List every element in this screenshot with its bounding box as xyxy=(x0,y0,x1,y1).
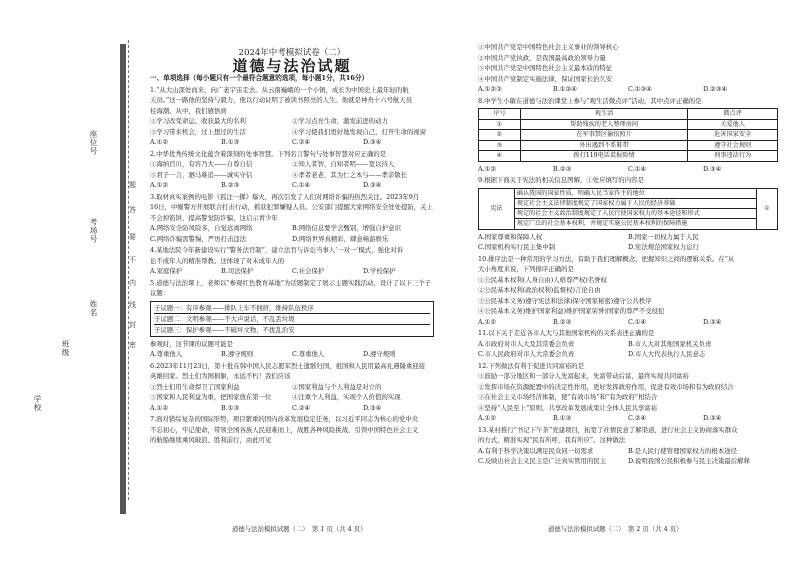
option: ①中国共产党是中国特色社会主义事业的领导核心 xyxy=(478,43,619,51)
option: ④注重个人利益，实现个人价值的实现 xyxy=(292,393,401,401)
diagram-item: 确认我国的国家性质，明确人民当家作主的地位 xyxy=(514,188,756,198)
table-header: 观生活 xyxy=(520,109,687,120)
option: ③学习带来机会，过上想过的生活 xyxy=(150,127,246,136)
answer-choice: D.市人大代表执行人民意志 xyxy=(628,350,706,359)
question xyxy=(150,245,434,277)
option: ④坚持“人民至上”原则，共享改革发展成果让全体人民共享富裕 xyxy=(478,403,658,412)
seal-char: 不 xyxy=(129,256,136,264)
topic-item: 子议题一：有序参观——排队上车不拥挤，维持队伍秩序 xyxy=(154,303,430,314)
answer-choice: D.③④ xyxy=(703,164,722,173)
answer-choice: A.有利于科学决策以满足民众同一切需求 xyxy=(478,446,594,455)
question-list xyxy=(150,85,434,299)
question-stem: 4.某地法院今年新建设实行“警务法官制”，建立法官与诉讼当事人‘一对一’模式，强化对诉 xyxy=(150,246,404,254)
question-stem: 10.排序法是一种常用的学习方法，有助于我们理解概念、把握知识之间的逻辑关系。在“从 xyxy=(478,254,735,263)
section-heading: 一、单项选择（每小题只有一个最符合题意的选项，每小题1分，共16分） xyxy=(150,74,369,82)
table-cell: 遵守社会规则 xyxy=(688,140,778,151)
question-stem: 11.以下关于走近各市人大与其他国家机构的关系表述正确的是 xyxy=(478,329,655,338)
footer-page-one: 道德与法治模拟试题（二） 第 1 页（共 4 页） xyxy=(232,525,367,533)
question xyxy=(150,85,434,148)
answer-choice: B.①③ xyxy=(221,138,240,146)
answer-choice: B.②③ xyxy=(553,317,572,326)
option-grid xyxy=(150,116,434,137)
observation-table xyxy=(478,108,778,162)
question-stem: 桂海潮。从中，我们感悟到 xyxy=(150,106,227,115)
question-stem: 参观时，这节课的议题可能是 xyxy=(150,339,234,348)
question-stem: 大小角度来说，下列排序正确的是 xyxy=(478,265,574,274)
answer-choice: B.遵守规则 xyxy=(221,350,254,358)
answer-choice: C.尊重他人 xyxy=(292,350,325,358)
answer-choice: D.学校保护 xyxy=(363,267,396,275)
answer-choice: B.①③ xyxy=(553,414,572,423)
option: ①鼓励一部分地区和一部分人先富起来，先富带动后富，最终实现共同富裕 xyxy=(478,372,689,381)
answer-choice: A.①②③ xyxy=(478,85,502,93)
answer-row xyxy=(478,84,778,95)
table-header: 微点评 xyxy=(688,109,778,120)
question-stem: 6.2023年11月23日，第十批在韩中国人民志愿军烈士遗骸归国，祖国和人民用最高礼遇隆重迎接 xyxy=(150,361,426,370)
option: ①公民基本权利(人身自由)人格尊严权)名誉权 xyxy=(478,275,607,284)
question xyxy=(150,414,434,446)
option: ③公民基本义务)遵守宪法和法律)保守国家秘密)遵守公共秩序 xyxy=(478,296,652,305)
question-stem: 5.道德与法治课上，老师以“参观红色教育基地”为话题制定了展示主题实践活动，设计了以下三个子 xyxy=(150,278,432,287)
question xyxy=(150,339,434,360)
table-row xyxy=(479,140,778,151)
diagram-label: 宪法 xyxy=(479,188,515,229)
option: ②公民基本权利(政治权利)监督权)言论自由 xyxy=(478,286,601,295)
diagram-item: 规定的社会主义政治制度规定了人民行使国家权力的基本途径和形式 xyxy=(514,209,756,219)
question xyxy=(150,278,434,299)
seal-char: 密 xyxy=(129,341,136,349)
option: ④孝者老老，其为仁之本与——孝亲敬长 xyxy=(292,170,408,179)
topic-box xyxy=(150,301,434,337)
answer-row xyxy=(150,349,434,360)
answer-choice: C.市人民政府对市人大常委会负责 xyxy=(478,350,575,359)
answer-choice: C.社会保护 xyxy=(292,267,325,275)
question-stem: 8.中学生小敏在道德与法治课堂上参与“观生活微点评”活动，其中点评正确的是 xyxy=(478,96,702,105)
option: ①烈士们用生命捍卫了国家利益 xyxy=(150,382,240,391)
binding-bar xyxy=(120,44,126,514)
option: A.网络安全防风险多，自觉远离网络 xyxy=(150,224,253,232)
exam-title: 2024年中考模拟试卷（二） xyxy=(238,48,346,58)
answer-row xyxy=(478,317,778,328)
seal-char: 题 xyxy=(129,181,136,189)
table-header: 序号 xyxy=(479,109,521,120)
answer-row xyxy=(478,446,778,467)
seal-char: 线 xyxy=(129,301,136,309)
answer-choice: A.尊重他人 xyxy=(150,350,183,358)
option: ②知人者智，自知者明——宽以待人 xyxy=(292,160,395,168)
school-label: 学校 xyxy=(33,395,42,412)
answer-row xyxy=(478,413,778,424)
binding-margin xyxy=(0,0,140,563)
answer-choice: C.②④ xyxy=(292,403,311,412)
answer-choice: D.③④ xyxy=(363,138,382,146)
question-stem: 3.取材真实案例的电影《孤注一掷》爆火，再次引发了人们对网络诈骗的热烈关注。2023年9月 xyxy=(150,192,420,201)
answer-row xyxy=(150,403,434,414)
table-cell: 外出遇到不系鞋带 xyxy=(520,140,687,151)
page-two xyxy=(478,42,778,467)
option: ③在社会主义市场经济体制，使“有效市场”和“有为政府”相结合 xyxy=(478,393,658,402)
table-cell: 帮助残疾的老人整理房间 xyxy=(520,119,687,130)
seat-number-label: 座位号 xyxy=(89,130,98,156)
answer-choice: A.①② xyxy=(478,414,497,423)
option: ①海纳百川，有容乃大——自尊自信 xyxy=(150,160,253,168)
option: ②学习点亮生命，激发前进的动力 xyxy=(292,117,388,125)
table-cell: ③ xyxy=(479,140,521,151)
question-stem: 7.面对错综复杂的国际形势，项目繁重的国内改革发展稳定任务，以习近平同志为核心的党中央 xyxy=(150,415,419,423)
answer-row xyxy=(478,339,778,360)
answer-choice: B.①②④ xyxy=(553,85,577,93)
answer-choice: A.市政府对市人大及其常委会负责 xyxy=(478,339,575,348)
table-cell: 危害国家安全 xyxy=(688,130,778,141)
answer-choice: A.家庭保护 xyxy=(150,267,183,275)
option-grid xyxy=(150,382,434,403)
question-stem: 英雄回家。烈士们为国捐躯，永远不朽！我们应该 xyxy=(150,372,291,380)
answer-choice: B.是人民行使管理国家权力的根本途径 xyxy=(628,446,737,455)
topic-item: 子议题三：保护参观——不破坏文物，不扰乱治安 xyxy=(154,325,295,334)
answer-choice: B.市人大对其他国家机关负责 xyxy=(628,339,712,348)
answer-choice: A.①② xyxy=(150,403,169,412)
question xyxy=(150,361,434,414)
answer-row xyxy=(150,266,434,277)
exam-room-label: 考场号 xyxy=(89,218,98,244)
diagram-item: 规定社会主义法律制度规定了国家权力属于人民的经济基础 xyxy=(514,198,756,208)
answer-choice: D.说明我国公民积极参与民主决策最后解释 xyxy=(628,457,750,466)
answer-row xyxy=(478,232,778,253)
answer-choice: D.宪法规范国家权力运行 xyxy=(628,243,699,252)
option: ④公民基本义务)维护国家利益)维护国家荣誉)国家的尊严不受侵犯 xyxy=(478,307,665,316)
question-stem: 16日，中缅警方开展联合打击行动，抓获犯罪嫌疑人员。公安部门提醒大家网络安全处处提防，关上 xyxy=(150,203,433,211)
question-stem: 讼不成年人的精准帮教。这体现了对未成年人的 xyxy=(150,256,285,265)
answer-choice: B.①③ xyxy=(221,403,240,412)
seal-char: 封 xyxy=(129,321,136,329)
answer-choice: A.国家尊重和保障人权 xyxy=(478,232,543,241)
option: ③君子一言，驷马难追——诚实守信 xyxy=(150,170,253,179)
class-label: 班级 xyxy=(61,340,70,357)
question-stem: 2.中华优秀传统文化蕴含着深刻的处事智慧。下列名言警句与处事智慧对应正确的是 xyxy=(150,149,387,158)
answer-choice: C.①④ xyxy=(628,317,647,326)
answer-row xyxy=(478,164,778,175)
answer-choice: A.①② xyxy=(150,138,169,146)
answer-choice: C.②④ xyxy=(628,414,647,423)
subject-title: 道德与法治试题 xyxy=(232,56,352,75)
answer-choice: D.③④ xyxy=(363,181,382,189)
option: C.网络诈骗需警惕，严厉打击违法 xyxy=(150,234,247,243)
option: ②国家利益与个人利益是对立的 xyxy=(292,382,382,391)
page-one xyxy=(150,42,434,446)
answer-choice: B.国家一切权力属于人民 xyxy=(628,232,699,241)
answer-choice: D.③④ xyxy=(703,317,722,326)
question-stem: 9.根据下面关于宪法的相关信息图解，①处应填写的内容是 xyxy=(478,176,644,184)
topic-item: 子议题二：文明参观——不大声说话，不乱丢垃圾 xyxy=(154,314,430,325)
option: ③中国共产党是中国特色社会主义最本质的特征 xyxy=(478,64,613,72)
seal-char: 答 xyxy=(129,206,136,214)
table-row xyxy=(479,151,778,162)
constitution-diagram xyxy=(478,188,778,230)
answer-choice: A.①② xyxy=(478,317,497,326)
question-stem: 的方式，精准实现“民有所呼，我有所应”。这种做法 xyxy=(478,436,626,445)
question-list xyxy=(150,339,434,446)
option: ②发挥市场在资源配置中的决定性作用，更好发挥政府作用，促进有效市场和有为政府结合 xyxy=(478,382,734,391)
option-grid xyxy=(150,159,434,180)
answer-choice: D.②③④ xyxy=(703,85,728,93)
option: ②中国共产党执政，是我国最高政治领导力量 xyxy=(478,53,606,62)
question-stem: 天员。”这一路他的坚持与毅力，他以行动证明了被读书照亮的人生。他就是神舟十六号航天员 xyxy=(150,96,413,104)
answer-choice: B.②③ xyxy=(221,181,240,189)
question-stem: 1.“从大山深处而来，向广袤宇宙走去。从云南巍峨的一个小镇，成长为中国史上最年轻的航 xyxy=(150,85,409,94)
table-cell: 在军事禁区偷拍照片 xyxy=(520,130,687,141)
seal-char: 要 xyxy=(129,233,136,241)
table-cell: 刑事违法行为 xyxy=(688,151,778,162)
answer-choice: A.①② xyxy=(478,164,497,173)
answer-choice: C.①④ xyxy=(628,164,647,173)
answer-choice: C.①④ xyxy=(292,181,311,189)
seal-line xyxy=(128,40,129,500)
answer-choice: C.①③④ xyxy=(628,85,652,93)
option: D.网络世界真精彩，肆意畅游娱乐 xyxy=(292,234,389,243)
answer-choice: B.司法保护 xyxy=(221,267,254,275)
answer-choice: C.国家机构实行民主集中制 xyxy=(478,243,555,252)
table-row xyxy=(479,119,778,130)
answer-row xyxy=(150,180,434,191)
question-stem: 13.某村推行“书记下午茶”党建项目，拓宽了社情民意了解渠道，进行社会主义协商落实群众 xyxy=(478,425,738,434)
question-stem: 不会掉馅饼，提高警觉防诈骗，这启示青少年 xyxy=(150,213,278,222)
question-stem: 12.下列做法有利于促进共同富裕的是 xyxy=(478,361,585,370)
option: ④学习使我们更好地发现自己，打开生命的视窗 xyxy=(292,127,427,136)
answer-choice: C.反映出社会主义民主是广泛真实管用的民主 xyxy=(478,457,607,466)
table-cell: ② xyxy=(479,130,521,141)
table-cell: 关爱他人 xyxy=(688,119,778,130)
question-stem: 不忘初心，牢记使命，带领全国各族人民迎难而上，战胜各种风险挑战，引领中国特色社会主义 xyxy=(150,425,419,434)
option-grid xyxy=(150,223,434,244)
question-stem: 的航船继续乘风破浪、胜利前行，由此可见 xyxy=(150,436,272,444)
answer-choice: A.①② xyxy=(150,181,169,189)
option: ①学习改变命运，收获最大的名利 xyxy=(150,117,246,125)
option: ④中国共产党制定实施法律，保证国家长治久安 xyxy=(478,74,613,83)
table-cell: 拨打119电话谎报险情 xyxy=(520,151,687,162)
diagram-item: 规定广泛的社会基本权利，并规定实施公民基本权利的保障措施 xyxy=(514,219,756,229)
answer-choice: C.②④ xyxy=(292,138,311,146)
footer-page-two: 道德与法治模拟试题（二） 第 2 页（共 4 页） xyxy=(548,525,683,533)
question-stem: 议题： xyxy=(150,289,170,297)
question xyxy=(150,149,434,191)
table-cell: ① xyxy=(479,119,521,130)
seal-char: 内 xyxy=(129,279,136,287)
answer-choice: D.③④ xyxy=(363,403,382,412)
option: B.网络信息要学会甄别，增强自护意识 xyxy=(292,224,401,232)
answer-choice: D.遵守规则 xyxy=(363,350,396,358)
name-label: 姓名 xyxy=(89,300,98,317)
answer-choice: D.③④ xyxy=(703,414,722,423)
table-row xyxy=(479,130,778,141)
answer-choice: B.②③ xyxy=(553,164,572,173)
answer-row xyxy=(150,137,434,148)
table-cell: ④ xyxy=(479,151,521,162)
option: ③国家和人民利益为重，把国家放在第一位 xyxy=(150,393,272,401)
question xyxy=(150,192,434,245)
diagram-marker: ① xyxy=(757,188,778,229)
